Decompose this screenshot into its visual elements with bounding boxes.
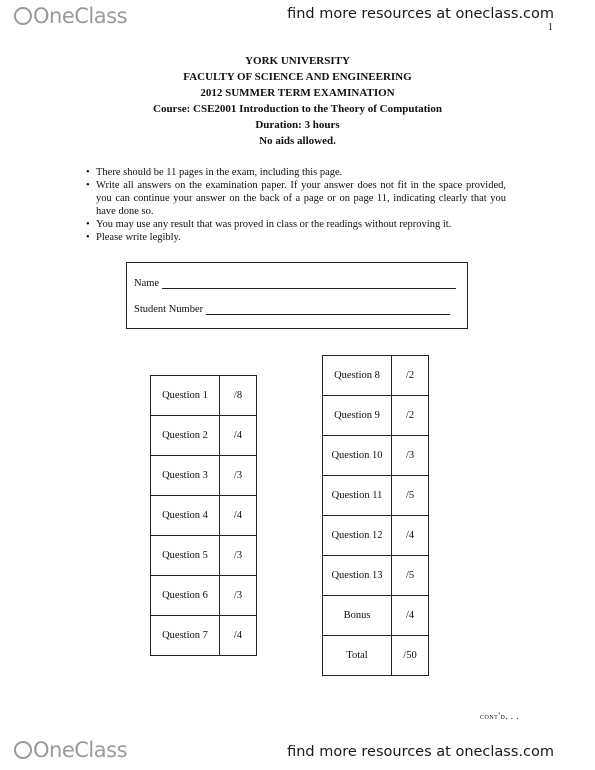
instruction-item: • Write all answers on the examination paper. If your answer does not fit in the space provided, you can continue your answer on the back of a page or on page 11, indicating clearly that you have done so. xyxy=(86,179,506,218)
question-label: Question 12 xyxy=(323,516,392,556)
total-mark: /50 xyxy=(392,636,429,676)
aids-notice: No aids allowed. xyxy=(259,135,336,147)
question-label: Question 10 xyxy=(323,436,392,476)
question-mark: /4 xyxy=(220,496,257,536)
question-label: Question 13 xyxy=(323,556,392,596)
name-row xyxy=(134,277,456,289)
question-label: Question 8 xyxy=(323,356,392,396)
name-label: Name xyxy=(134,278,160,289)
table-row xyxy=(323,516,429,556)
logo-text: OneClass xyxy=(33,4,128,28)
promo-link-top[interactable]: find more resources at oneclass.com xyxy=(287,6,554,22)
bonus-mark: /4 xyxy=(392,596,429,636)
table-row xyxy=(151,416,257,456)
score-table-right xyxy=(322,355,429,676)
table-row xyxy=(151,576,257,616)
continued-note: cont'd. . . xyxy=(480,711,520,721)
table-row xyxy=(323,636,429,676)
duration: Duration: 3 hours xyxy=(255,119,340,131)
table-row xyxy=(151,456,257,496)
question-mark: /4 xyxy=(220,416,257,456)
question-label: Question 3 xyxy=(151,456,220,496)
instruction-item: • There should be 11 pages in the exam, including this page. xyxy=(86,166,506,179)
question-mark: /3 xyxy=(220,576,257,616)
student-id-box xyxy=(126,262,468,329)
question-label: Question 2 xyxy=(151,416,220,456)
table-row xyxy=(323,436,429,476)
table-row xyxy=(151,376,257,416)
question-mark: /3 xyxy=(392,436,429,476)
question-mark: /2 xyxy=(392,396,429,436)
table-row xyxy=(151,496,257,536)
question-mark: /3 xyxy=(220,536,257,576)
table-row xyxy=(323,396,429,436)
oneclass-logo-bottom[interactable] xyxy=(14,738,127,762)
faculty-title: FACULTY OF SCIENCE AND ENGINEERING xyxy=(183,71,412,83)
instruction-item: • You may use any result that was proved in class or the readings without reproving it. xyxy=(86,218,506,231)
question-mark: /4 xyxy=(392,516,429,556)
oneclass-logo-icon xyxy=(14,7,32,25)
table-row xyxy=(323,476,429,516)
question-label: Question 4 xyxy=(151,496,220,536)
logo-text: OneClass xyxy=(33,738,128,762)
name-field[interactable] xyxy=(162,277,456,289)
table-row xyxy=(323,356,429,396)
exam-title: 2012 SUMMER TERM EXAMINATION xyxy=(200,87,395,99)
student-number-row xyxy=(134,303,450,315)
question-mark: /5 xyxy=(392,476,429,516)
question-label: Question 7 xyxy=(151,616,220,656)
score-table-left xyxy=(150,375,257,656)
question-label: Question 1 xyxy=(151,376,220,416)
university-title: YORK UNIVERSITY xyxy=(245,55,350,67)
question-label: Question 9 xyxy=(323,396,392,436)
bonus-label: Bonus xyxy=(323,596,392,636)
oneclass-logo-top[interactable] xyxy=(14,4,127,28)
oneclass-logo-icon xyxy=(14,741,32,759)
question-mark: /3 xyxy=(220,456,257,496)
table-row xyxy=(151,616,257,656)
student-number-field[interactable] xyxy=(206,303,450,315)
question-mark: /5 xyxy=(392,556,429,596)
table-row xyxy=(323,596,429,636)
instruction-item: • Please write legibly. xyxy=(86,231,506,244)
page-number: 1 xyxy=(548,22,553,33)
question-label: Question 6 xyxy=(151,576,220,616)
question-label: Question 11 xyxy=(323,476,392,516)
question-mark: /4 xyxy=(220,616,257,656)
question-label: Question 5 xyxy=(151,536,220,576)
promo-link-bottom[interactable]: find more resources at oneclass.com xyxy=(287,744,554,760)
question-mark: /2 xyxy=(392,356,429,396)
exam-header xyxy=(0,53,595,149)
course-title: Course: CSE2001 Introduction to the Theory of Computation xyxy=(153,103,442,115)
question-mark: /8 xyxy=(220,376,257,416)
table-row xyxy=(151,536,257,576)
student-number-label: Student Number xyxy=(134,304,204,315)
instructions-list xyxy=(86,166,506,244)
table-row xyxy=(323,556,429,596)
total-label: Total xyxy=(323,636,392,676)
